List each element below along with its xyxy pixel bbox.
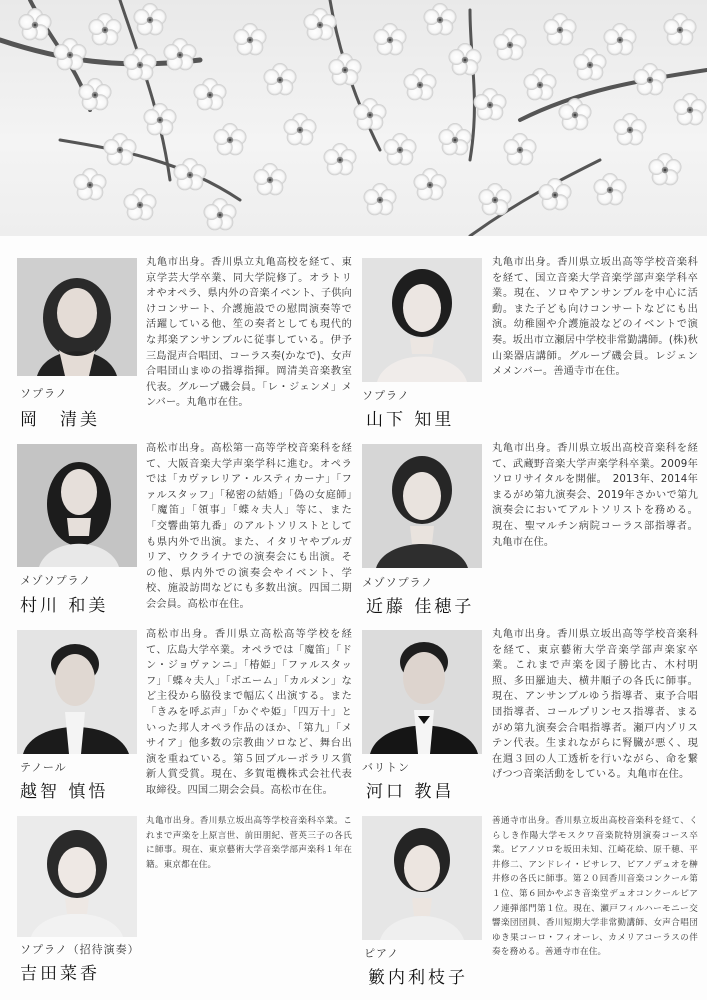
performer-name: 岡 清美 <box>20 410 100 430</box>
performer-bio: 善通寺市出身。香川県立坂出高校音楽科を経て、くらしき作陽大学モスクワ音楽院特別演奏コース卒業。ピアノソロを坂田未知、江崎花絵、原千穂、平井修二、アンドレイ・ピサレフ、ピアノデュオを榊井修の各氏に師事。第２０回香川音楽コンクール第１位、第６回かやぶき音楽堂デュオコンクールピアノ連弾部門第１位。現在、瀬戸フィルハーモニー交響楽団団員、香川短期大学非常勤講師、女声合唱団ゆき果コーロ・フィオーレ、カメリアコーラスの伴奏を務める。善通寺市在住。 <box>492 816 698 958</box>
performer-role: ソプラノ <box>362 389 410 402</box>
portrait-icon <box>362 444 482 568</box>
performer-name: 吉田菜香 <box>20 964 100 984</box>
performer-role: バリトン <box>362 761 410 774</box>
portrait-photo <box>362 444 482 568</box>
performer-role: ピアノ <box>364 947 400 960</box>
portrait-photo <box>17 630 137 754</box>
performer-name: 村川 和美 <box>20 596 109 616</box>
performer-role: メゾソプラノ <box>362 576 434 589</box>
performer-name: 河口 教昌 <box>366 782 455 802</box>
performer-name: 山下 知里 <box>366 410 455 430</box>
portrait-icon <box>17 444 137 567</box>
portrait-icon <box>362 258 482 382</box>
performer-role: テノール <box>20 761 67 774</box>
performer-name: 近藤 佳穂子 <box>366 597 475 617</box>
portrait-icon <box>362 630 482 754</box>
performer-role: メゾソプラノ <box>20 574 92 587</box>
performer-bio: 丸亀市出身。香川県立坂出高校音楽科を経て、武蔵野音楽大学声楽学科卒業。2009年ソロリサイタルを開催。 2013年、2014年まるがめ第九演奏会、2019年さかいで第九演奏会においてアルトソリストを務める。現在、聖マルチン病院コーラス部指導者。丸亀市在住。 <box>492 443 698 548</box>
performer-bio: 高松市出身。香川県立高松高等学校を経て、広島大学卒業。オペラでは「魔笛」「ドン・ジョヴァンニ」「椿姫」「ファルスタッフ」「蝶々夫人」「ボエーム」「カルメン」など主役から脇役まで幅広く出演する。また「きみを呼ぶ声」「かぐや姫」「四万十」といった邦人オペラ作品のほか、「第九」「メサイア」他多数の宗教曲ソロなど、舞台出演を重ねている。第５回ブルーポラリス賞新人賞受賞。現在、多賀電機株式会社代表取締役。四国二期会会員。高松市在住。 <box>146 629 352 796</box>
portrait-icon <box>17 816 137 937</box>
performer-name: 越智 慎悟 <box>20 782 109 802</box>
cherry-blossom-header-photo <box>0 0 707 236</box>
portrait-photo <box>362 816 482 940</box>
performer-role: ソプラノ（招待演奏） <box>20 943 140 956</box>
portrait-photo <box>362 258 482 382</box>
performer-bio: 高松市出身。高松第一高等学校音楽科を経て、大阪音楽大学声楽学科に進む。オペラでは「カヴァレリア・ルスティカーナ」「ファルスタッフ」「秘密の結婚」「偽の女庭師」「魔笛」「領事」「蝶々夫人」等に、また「交響曲第九番」のアルトソリストとしても県内外で出演。また、イタリヤやブルガリア、ウクライナでの演奏会にも出演。その他、県内外での演奏会やイベント、学校、施設訪問などにも多数出演。四国二期会会員。高松市在住。 <box>146 443 352 610</box>
performer-name: 籔内利枝子 <box>368 968 468 988</box>
portrait-photo <box>362 630 482 754</box>
performer-bio: 丸亀市出身。香川県立坂出高等学校音楽科卒業。これまで声楽を上原言世、前田朋紀、菅英三子の各氏に師事。現在、東京藝術大学音楽学部声楽科１年在籍。東京都在住。 <box>146 816 352 870</box>
portrait-photo <box>17 258 137 376</box>
cherry-blossom-icon <box>0 0 707 236</box>
performer-bio: 丸亀市出身。香川県立坂出高等学校音楽科を経て、東京藝術大学音楽学部声楽家卒業。これまで声楽を図子勝比古、木村明照、多田羅迪夫、横井順子の各氏に師事。現在、アンサンブルゆう指導者、東予合唱団指導者、コールプリンセス指導者、まるがめ第九演奏会合唱指導者。瀬戸内ゾリステン代表。生まれながらに腎臓が悪く、現在週３回の人工透析を行いながら、命を繋げつつ音楽活動をしている。丸亀市在住。 <box>492 629 698 781</box>
portrait-icon <box>362 816 482 940</box>
blossom-cluster <box>19 3 707 230</box>
portrait-photo <box>17 444 137 567</box>
performer-bio: 丸亀市出身。香川県立坂出高等学校音楽科を経て、国立音楽大学音楽学部声楽学科卒業。現在、ソロやアンサンブルを中心に活動。また子ども向けコンサートなどにも出演。幼稚園や介護施設などのイベントで演奏。坂出市立瀬居中学校非常勤講師。(株)秋山楽器店講師。グループ磯会員。レジェンメメンバー。善通寺市在住。 <box>492 257 698 378</box>
performer-bio: 丸亀市出身。香川県立丸亀高校を経て、東京学芸大学卒業、同大学院修了。オラトリオやオペラ、県内外の音楽イベント、子供向けコンサート、介護施設での慰問演奏等で活躍している他、笙の奏者としても現代的な邦楽アンサンブルに従事している。伊予三島混声合唱団、コーラス奏(かなで)、女声合唱団山まゆの指導指揮。岡清美音楽教室代表。グループ磯会員。「レ・ジェンメ」メンバー。丸亀市在住。 <box>146 257 353 409</box>
portrait-photo <box>17 816 137 937</box>
portrait-icon <box>17 258 137 376</box>
performer-role: ソプラノ <box>20 387 68 400</box>
portrait-icon <box>17 630 137 754</box>
